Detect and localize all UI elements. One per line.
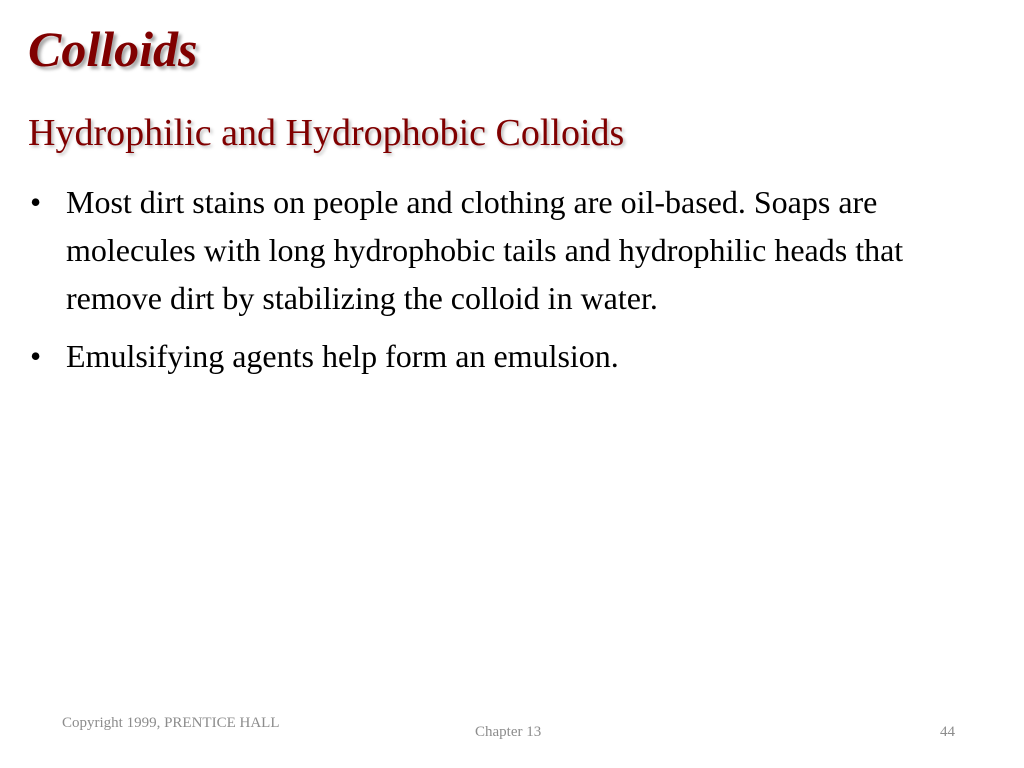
- footer-chapter: Chapter 13: [475, 724, 542, 740]
- bullet-text: Most dirt stains on people and clothing are oil-based. Soaps are molecules with long hydrophobic tails and hydrophilic heads that remove dirt by stabilizing the colloid in water.: [66, 184, 904, 316]
- footer-copyright: Copyright 1999, PRENTICE HALL: [62, 715, 280, 731]
- bullet-marker: •: [30, 338, 42, 374]
- bullet-text: Emulsifying agents help form an emulsion.: [66, 338, 619, 374]
- slide-title: Colloids: [28, 21, 198, 77]
- bullet-item: [28, 332, 928, 380]
- bullet-list: [28, 178, 928, 390]
- slide-subtitle: Hydrophilic and Hydrophobic Colloids: [28, 112, 625, 154]
- footer-page-number: 44: [940, 724, 955, 740]
- bullet-marker: •: [30, 184, 42, 220]
- bullet-item: [28, 178, 928, 322]
